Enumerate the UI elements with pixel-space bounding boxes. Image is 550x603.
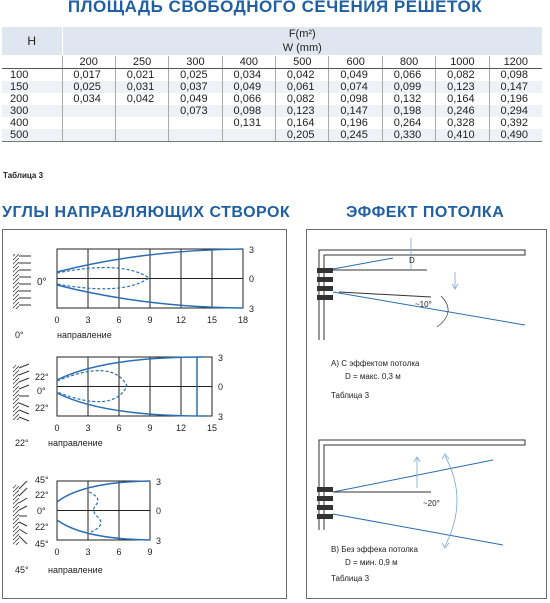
table-cell: 0,123 [276, 105, 329, 117]
table-cell: 0,049 [222, 81, 275, 93]
table-cell: 0,034 [62, 93, 115, 105]
jet-upper-line [333, 258, 393, 269]
svg-text:0: 0 [218, 382, 224, 392]
table-row [2, 117, 542, 129]
width-header-cell: 400 [222, 55, 275, 68]
caption-word: направление [48, 438, 103, 448]
svg-text:0: 0 [54, 315, 60, 325]
svg-text:6: 6 [116, 547, 122, 557]
svg-text:3: 3 [156, 477, 162, 487]
table-cell: 0,082 [276, 93, 329, 105]
table-cell: 0,147 [489, 81, 542, 93]
louver-angles-panel [2, 229, 287, 599]
table-cell: 0,098 [222, 105, 275, 117]
caption-angle: 22° [15, 438, 29, 448]
case-b-line1: B) Без эффека потолка [331, 545, 418, 554]
width-row-blank [2, 55, 62, 68]
case-b-line2: D = мин. 0,9 м [345, 558, 398, 567]
table-cell: 0,196 [329, 117, 382, 129]
table-cell: 0,025 [62, 81, 115, 93]
svg-text:0°: 0° [37, 506, 46, 516]
width-header-cell: 200 [62, 55, 115, 68]
svg-text:3: 3 [218, 412, 224, 422]
width-header-cell: 500 [276, 55, 329, 68]
jet-axis-lower [339, 292, 431, 297]
svg-text:22°: 22° [35, 372, 49, 382]
table-cell [62, 117, 115, 129]
h-header: H [2, 27, 62, 55]
caption-word: направление [57, 330, 112, 340]
width-header-cell: 250 [115, 55, 168, 68]
angle-label: 0° [37, 277, 47, 288]
table-cell: 0,049 [169, 93, 222, 105]
diagram-0deg [13, 245, 254, 340]
f-header: F(m²) [62, 27, 542, 41]
angle-label-b: ~20° [423, 499, 440, 508]
svg-text:22°: 22° [35, 403, 49, 413]
row-height-cell: 150 [2, 81, 62, 93]
diagram-22deg [13, 353, 223, 448]
x-ticks [54, 423, 217, 433]
caption-angle: 45° [15, 565, 29, 575]
svg-text:45°: 45° [35, 539, 49, 549]
table-cell: 0,061 [276, 81, 329, 93]
width-header-cell: 1200 [489, 55, 542, 68]
ceiling-profile [319, 440, 525, 515]
grid-3 [57, 481, 150, 540]
title-louver-angles: УГЛЫ НАПРАВЛЯЮЩИХ СТВОРОК [2, 204, 291, 221]
svg-text:3: 3 [156, 536, 162, 546]
louver-angles-svg [3, 230, 288, 600]
table-cell: 0,132 [382, 93, 435, 105]
table-cell: 0,196 [489, 93, 542, 105]
angle-labels [35, 372, 49, 413]
table-cell: 0,042 [276, 68, 329, 81]
grid-2 [57, 357, 212, 416]
svg-text:9: 9 [147, 423, 153, 433]
table-cell [169, 117, 222, 129]
table-cell: 0,164 [276, 117, 329, 129]
width-header-cell: 800 [382, 55, 435, 68]
title-free-area: ПЛОЩАДЬ СВОБОДНОГО СЕЧЕНИЯ РЕШЕТОК [67, 0, 483, 16]
jet-upper-curve [57, 481, 150, 502]
table-row [2, 81, 542, 93]
table-cell: 0,066 [382, 68, 435, 81]
width-row [2, 55, 542, 68]
table-cell: 0,147 [329, 105, 382, 117]
y-ticks [249, 245, 254, 314]
svg-text:12: 12 [175, 423, 187, 433]
ceiling-effect-panel [306, 229, 547, 599]
table-cell: 0,246 [436, 105, 489, 117]
case-a-line2: D = макс. 0,3 м [345, 372, 401, 381]
svg-text:0: 0 [156, 506, 162, 516]
svg-text:15: 15 [206, 315, 218, 325]
svg-text:0: 0 [54, 423, 60, 433]
table-cell: 0,205 [276, 129, 329, 142]
svg-text:6: 6 [116, 315, 122, 325]
w-header: W (mm) [62, 41, 542, 55]
case-b-caption: Таблица 3 [331, 574, 370, 583]
svg-text:12: 12 [175, 315, 187, 325]
table-cell: 0,410 [436, 129, 489, 142]
ceiling-effect-svg [307, 230, 548, 600]
table-caption: Таблица 3 [3, 171, 44, 180]
row-height-cell: 500 [2, 129, 62, 142]
table-cell: 0,049 [329, 68, 382, 81]
table-cell: 0,131 [222, 117, 275, 129]
wall-hatch [13, 365, 19, 420]
table-cell [115, 129, 168, 142]
svg-text:0°: 0° [37, 386, 46, 396]
row-height-cell: 100 [10, 68, 29, 81]
table-cell [169, 129, 222, 142]
angle-labels [35, 475, 49, 549]
table-row [2, 93, 542, 105]
svg-text:3: 3 [249, 304, 255, 314]
svg-text:9: 9 [147, 547, 153, 557]
table-cell: 0,021 [115, 68, 168, 81]
table-cell: 0,164 [436, 93, 489, 105]
width-header-cell: 600 [329, 55, 382, 68]
svg-text:3: 3 [85, 547, 91, 557]
table-cell: 0,392 [489, 117, 542, 129]
table-row [2, 68, 542, 81]
svg-text:22°: 22° [35, 522, 49, 532]
table-cell: 0,073 [169, 105, 222, 117]
table-row [2, 105, 542, 117]
diagram-45deg [13, 475, 161, 575]
svg-text:9: 9 [147, 315, 153, 325]
caption-word: направление [48, 565, 103, 575]
grid-1 [57, 249, 243, 308]
table-cell: 0,294 [489, 105, 542, 117]
svg-text:3: 3 [218, 353, 224, 363]
table-cell: 0,031 [115, 81, 168, 93]
louver-blades [19, 256, 31, 305]
x-ticks [54, 547, 152, 557]
x-ticks [54, 315, 248, 325]
caption-angle: 0° [15, 330, 24, 340]
row-height-cell: 300 [2, 105, 62, 117]
width-header-cell: 1000 [436, 55, 489, 68]
table-cell: 0,330 [382, 129, 435, 142]
wall-hatch [13, 485, 19, 545]
free-area-table [2, 27, 542, 142]
table-cell: 0,066 [222, 93, 275, 105]
case-a-caption: Таблица 3 [331, 391, 370, 400]
table-cell: 0,123 [436, 81, 489, 93]
svg-text:45°: 45° [35, 475, 49, 485]
angle-label-a: ~10° [415, 300, 432, 309]
svg-text:6: 6 [116, 423, 122, 433]
jet-upper-line [333, 460, 493, 492]
jet-lower-curve [57, 520, 150, 540]
table-cell [62, 129, 115, 142]
table-cell: 0,098 [329, 93, 382, 105]
table-cell: 0,074 [329, 81, 382, 93]
y-ticks [156, 477, 161, 546]
jet-core-dashed [89, 492, 101, 532]
table-cell: 0,328 [436, 117, 489, 129]
width-header-cell: 300 [169, 55, 222, 68]
table-cell [115, 105, 168, 117]
table-cell: 0,017 [62, 68, 115, 81]
table-cell [62, 105, 115, 117]
table-cell: 0,098 [489, 68, 542, 81]
table-cell: 0,042 [115, 93, 168, 105]
table-cell: 0,082 [436, 68, 489, 81]
table-cell: 0,025 [169, 68, 222, 81]
svg-text:3: 3 [85, 423, 91, 433]
svg-text:22°: 22° [35, 490, 49, 500]
table-cell: 0,198 [382, 105, 435, 117]
row-height-cell: 400 [10, 116, 29, 129]
louver-blades [19, 364, 29, 421]
row-height-cell: 200 [10, 92, 29, 105]
table-row [2, 129, 542, 142]
svg-text:0: 0 [54, 547, 60, 557]
y-ticks [218, 353, 223, 422]
wall-hatch [13, 254, 19, 309]
svg-text:3: 3 [249, 245, 255, 255]
louver-blades [19, 481, 27, 544]
ceiling-case-b [317, 440, 525, 583]
svg-text:15: 15 [206, 423, 218, 433]
table-cell: 0,490 [489, 129, 542, 142]
table-cell: 0,245 [329, 129, 382, 142]
table-cell: 0,264 [382, 117, 435, 129]
title-ceiling-effect: ЭФФЕКТ ПОТОЛКА [346, 204, 505, 221]
svg-text:3: 3 [85, 315, 91, 325]
svg-text:18: 18 [237, 315, 249, 325]
ceiling-case-a [317, 238, 525, 400]
case-a-line1: A) С эффектом потолка [331, 359, 420, 368]
svg-text:0: 0 [249, 274, 255, 284]
table-cell: 0,037 [169, 81, 222, 93]
jet-lower-line [333, 514, 503, 545]
d-label: D [409, 256, 415, 265]
table-cell: 0,099 [382, 81, 435, 93]
table-cell: 0,034 [222, 68, 275, 81]
table-cell [115, 117, 168, 129]
table-cell [222, 129, 275, 142]
